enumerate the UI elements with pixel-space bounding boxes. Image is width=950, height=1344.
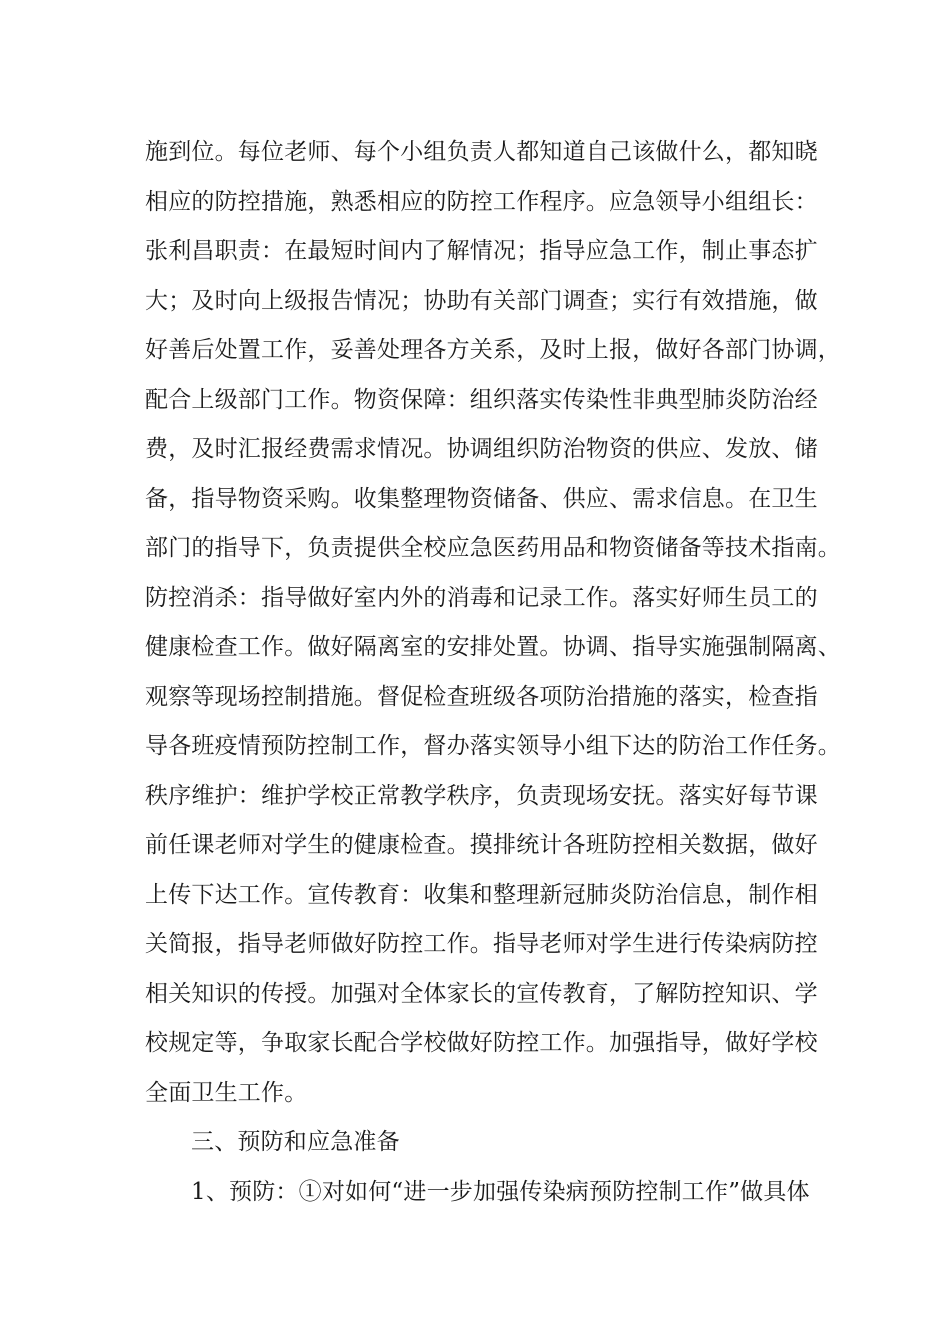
text-line-7: 费，及时汇报经费需求情况。协调组织防治物资的供应、发放、储 bbox=[145, 436, 818, 462]
text-line-13: 导各班疫情预防控制工作，督办落实领导小组下达的防治工作任务。 bbox=[145, 733, 841, 759]
text-line-18: 相关知识的传授。加强对全体家长的宣传教育，了解防控知识、学 bbox=[145, 981, 818, 1007]
text-line-15: 前任课老师对学生的健康检查。摸排统计各班防控相关数据，做好 bbox=[145, 832, 818, 858]
text-line-10: 防控消杀：指导做好室内外的消毒和记录工作。落实好师生员工的 bbox=[145, 585, 818, 611]
text-line-14: 秩序维护：维护学校正常教学秩序，负责现场安抚。落实好每节课 bbox=[145, 783, 818, 809]
text-line-20: 全面卫生工作。 bbox=[145, 1080, 308, 1106]
section-heading: 三、预防和应急准备 bbox=[191, 1129, 400, 1155]
text-line-16: 上传下达工作。宣传教育：收集和整理新冠肺炎防治信息，制作相 bbox=[145, 882, 818, 908]
text-line-4: 大；及时向上级报告情况；协助有关部门调查；实行有效措施，做 bbox=[145, 288, 818, 314]
text-line-3: 张利昌职责：在最短时间内了解情况；指导应急工作，制止事态扩 bbox=[145, 238, 818, 264]
text-line-8: 备，指导物资采购。收集整理物资储备、供应、需求信息。在卫生 bbox=[145, 486, 818, 512]
text-line-5: 好善后处置工作，妥善处理各方关系，及时上报，做好各部门协调， bbox=[145, 337, 841, 363]
text-line-19: 校规定等，争取家长配合学校做好防控工作。加强指导，做好学校 bbox=[145, 1030, 818, 1056]
text-line-9: 部门的指导下，负责提供全校应急医药用品和物资储备等技术指南。 bbox=[145, 535, 841, 561]
text-line-2: 相应的防控措施，熟悉相应的防控工作程序。应急领导小组组长： bbox=[145, 189, 818, 215]
text-line-11: 健康检查工作。做好隔离室的安排处置。协调、指导实施强制隔离、 bbox=[145, 634, 841, 660]
text-line-6: 配合上级部门工作。物资保障：组织落实传染性非典型肺炎防治经 bbox=[145, 387, 818, 413]
text-line-22: 1、预防：①对如何“进一步加强传染病预防控制工作”做具体 bbox=[191, 1179, 810, 1205]
text-line-17: 关简报，指导老师做好防控工作。指导老师对学生进行传染病防控 bbox=[145, 931, 818, 957]
text-line-1: 施到位。每位老师、每个小组负责人都知道自己该做什么，都知晓 bbox=[145, 139, 818, 165]
text-line-12: 观察等现场控制措施。督促检查班级各项防治措施的落实，检查指 bbox=[145, 684, 818, 710]
